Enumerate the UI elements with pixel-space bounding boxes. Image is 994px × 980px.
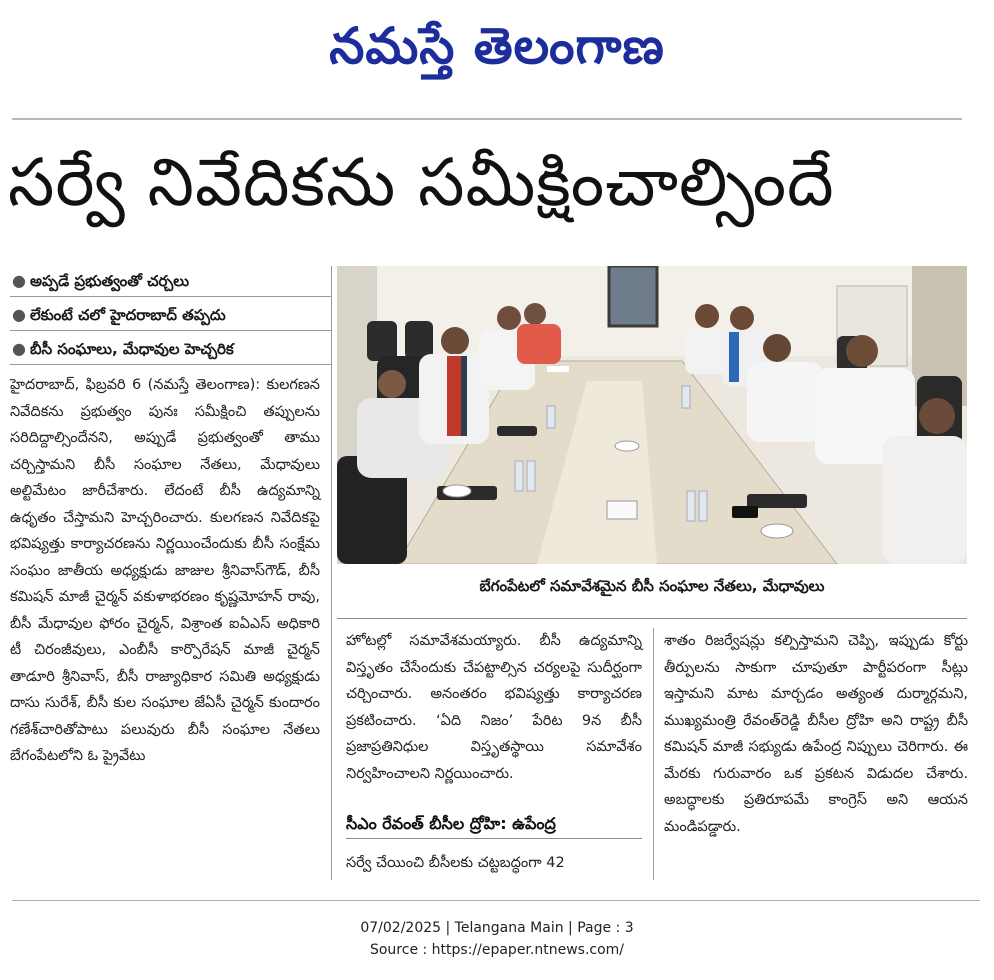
masthead-logo: నమస్తే తెలంగాణ <box>329 17 665 75</box>
bullet-dot-icon: ● <box>12 339 26 358</box>
footer-source: Source : https://epaper.ntnews.com/ <box>369 942 625 958</box>
bullet-text: లేకుంటే చలో హైదరాబాద్ తప్పదు <box>30 306 226 324</box>
article-column-3 <box>664 628 968 840</box>
article-subheading: సీఎం రేవంత్ బీసీల ద్రోహి: ఉపేంద్ర <box>346 810 642 839</box>
article-column-2-continued: సర్వే చేయించి బీసీలకు చట్టబద్ధంగా 42 <box>346 855 565 871</box>
bullet-item <box>10 268 332 297</box>
article-text: హోటల్లో సమావేశమయ్యారు. బీసీ ఉద్యమాన్ని విస్తృతం చేసేందుకు చేపట్టాల్సిన చర్యలపై సుదీర్ఘంగా చర్చించారు. అనంతరం భవిష్యత్తు కార్యాచరణ ప్రకటించారు. ‘ఏది నిజం’ పేరిట 9న బీసీ ప్రజాప్రతినిధుల విస్తృతస్థాయి సమావేశం నిర్వహించాలని నిర్ణయించారు. <box>346 633 642 782</box>
column-divider <box>331 266 332 880</box>
bullet-dot-icon: ● <box>12 305 26 324</box>
bullet-text: అప్పడే ప్రభుత్వంతో చర్చలు <box>30 272 190 290</box>
bullet-text: బీసీ సంఘాలు, మేధావుల హెచ్చరిక <box>30 340 234 358</box>
footer-edition-info: 07/02/2025 | Telangana Main | Page : 3 <box>360 920 634 936</box>
bottom-divider <box>12 900 980 901</box>
article-column-2 <box>346 628 642 787</box>
meeting-photo <box>337 266 967 564</box>
caption-divider <box>337 618 967 619</box>
column-divider <box>653 628 654 880</box>
article-column-1 <box>10 372 320 770</box>
bullet-dot-icon: ● <box>12 271 26 290</box>
meeting-photo-illustration <box>337 266 967 564</box>
article-text: హైదరాబాద్, ఫిబ్రవరి 6 (నమస్తే తెలంగాణ): కులగణన నివేదికను ప్రభుత్వం పునః సమీక్షించి తప్పులను సరిదిద్దాల్సిందేనని, అప్పుడే ప్రభుత్వంతో తాము చర్చిస్తామని బీసీ సంఘాల నేతలు, మేధావులు అల్టిమేటం జారీచేశారు. లేదంటే బీసీ ఉద్యమాన్ని ఉధృతం చేస్తామని హెచ్చరించారు. కులగణన నివేదికపై భవిష్యత్తు కార్యాచరణను నిర్ణయించేందుకు బీసీ సంక్షేమ సంఘం జాతీయ అధ్యక్షుడు జాజుల శ్రీనివాస్‌గౌడ్, బీసీ కమిషన్ మాజీ చైర్మన్ వకుళాభరణం కృష్ణమోహన్ రావు, బీసీ మేధావుల ఫోరం చైర్మన్, విశ్రాంత ఐఏఎస్ అధికారి టీ చిరంజీవులు, ఎంబీసీ కార్పొరేషన్ మాజీ చైర్మన్ తాడూరి శ్రీనివాస్, బీసీ రాజ్యాధికార సమితి అధ్యక్షుడు దాసు సురేశ్, బీసీ కుల సంఘాల జేఏసీ చైర్మన్ కుందారం గణేశ్‌చారితోపాటు పలువురు బీసీ సంఘాల నేతలు బేగంపేటలోని ఓ ప్రైవేటు <box>10 377 320 764</box>
headline: సర్వే నివేదికను సమీక్షించాల్సిందే <box>8 144 835 221</box>
photo-caption: బేగంపేటలో సమావేశమైన బీసీ సంఘాల నేతలు, మేధావులు <box>479 577 825 595</box>
bullet-item <box>10 302 332 331</box>
article-text: శాతం రిజర్వేషన్లు కల్పిస్తామని చెప్పి, ఇప్పుడు కోర్టు తీర్పులను సాకుగా చూపుతూ పార్టీపరంగా సీట్లు ఇస్తామని మాట మార్చడం అత్యంత దుర్మార్గమని, ముఖ్యమంత్రి రేవంత్‌రెడ్డి బీసీల ద్రోహి అని రాష్ట్ర బీసీ కమిషన్ మాజీ సభ్యుడు ఉపేంద్ర నిప్పులు చెరిగారు. ఈ మేరకు గురువారం ఒక ప్రకటన విడుదల చేశారు. అబద్ధాలకు ప్రతిరూపమే కాంగ్రెస్ అని ఆయన మండిపడ్డారు. <box>664 633 968 835</box>
highlight-bullets <box>10 268 332 370</box>
top-divider <box>12 118 962 120</box>
bullet-item <box>10 336 332 365</box>
